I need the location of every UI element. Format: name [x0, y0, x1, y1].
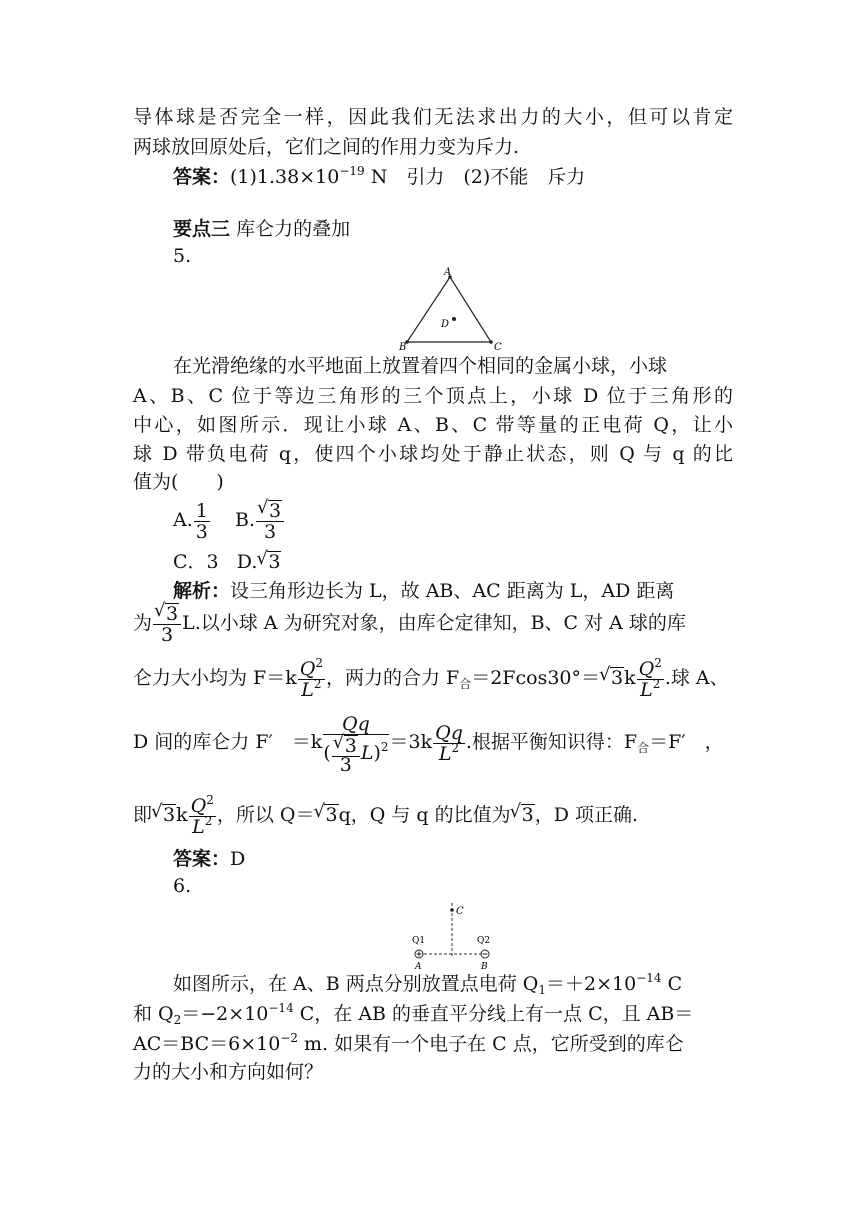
intro-line-2: 两球放回原处后，它们之间的作用力变为斥力. — [133, 136, 520, 158]
answer-4: 答案：$(1)1.38\times 10^{-19}$ N 引力 (2)不能 斥力 — [173, 164, 586, 188]
analysis-line-1: 解析：设三角形边长为 L，故 AB、AC 距离为 L，AD 距离 — [173, 580, 675, 602]
point-c — [450, 908, 454, 912]
label-b: B — [481, 962, 488, 972]
label-c: C — [494, 342, 502, 353]
label-q2: Q2 — [477, 936, 491, 946]
q5-text-5: 值为( ) — [133, 471, 224, 493]
q5-text-1: 在光滑绝缘的水平地面上放置着四个相同的金属小球，小球 — [173, 355, 668, 377]
analysis-line-5: 即√ 3k $\frac{Q^2}{L^2}$ ，所以 Q＝√ 3q，Q 与 q 的比值为√ 3，D 项正确. — [133, 795, 733, 837]
label-q1: Q1 — [412, 936, 426, 946]
triangle-shape — [407, 277, 491, 342]
point-c — [489, 340, 493, 344]
q5-text-3: 中心，如图所示．现让小球 A、B、C 带等量的正电荷 Q，让小 — [133, 414, 733, 436]
section-heading: 要点三 库仑力的叠加 — [173, 218, 351, 240]
q6-charges-figure — [405, 895, 505, 975]
q6-number: 6. — [173, 875, 192, 897]
q5-triangle-figure — [390, 265, 510, 355]
option-d: D.√ 3 — [237, 551, 282, 573]
q5-text-2: A、B、C 位于等边三角形的三个顶点上，小球 D 位于三角形的 — [133, 385, 733, 407]
option-c: C．3 — [173, 551, 219, 573]
q5-options-ab — [173, 500, 773, 542]
q6-text-3: $AC=BC=6\times 10^{-2}$ m. 如果有一个电子在 C 点，它所受到的库仑 — [133, 1031, 684, 1055]
q6-text-1: 如图所示，在 A、B 两点分别放置点电荷 $Q_1=+2\times 10^{-14}$ C — [173, 971, 683, 997]
label-c: C — [456, 906, 464, 917]
option-b: B. √ $\frac{3}{3}$ — [235, 509, 285, 531]
analysis-line-2: 为 √ $\frac{3}{3}$ L.以小球 A 为研究对象，由库仑定律知，B、C 对 A 球的库 — [133, 603, 733, 645]
intro-line-1: 导体球是否完全一样，因此我们无法求出力的大小，但可以肯定 — [133, 106, 733, 128]
label-a: A — [415, 962, 422, 972]
label-d: D — [441, 319, 450, 330]
analysis-line-4: D 间的库仑力 F′ ＝k Qq ( √ $\frac{3}{3}$ L)$^2$ ＝3k $\frac{Qq}{L^2}$ .根据平衡知识得：$F_合=F'$ ， — [133, 712, 733, 773]
answer-5: 答案：D — [173, 848, 246, 870]
option-a: A. $\frac{1}{3}$ — [173, 499, 208, 543]
label-b: B — [399, 342, 407, 353]
q5-options-cd — [173, 548, 773, 576]
point-d — [452, 317, 456, 321]
q5-number: 5. — [173, 245, 192, 267]
analysis-line-3: 仑力大小均为 F＝k $\frac{Q^2}{L^2}$ ，两力的合力 $F_合=2Fcos30^\circ=√$ 3k $\frac{Q^2}{L^2}$ .球 A、 — [133, 658, 733, 700]
label-a: A — [444, 267, 452, 278]
q5-text-4: 球 D 带负电荷 q，使四个小球均处于静止状态，则 Q 与 q 的比 — [133, 443, 733, 465]
q6-text-2: 和 $Q_2=-2\times 10^{-14}$ C，在 AB 的垂直平分线上有一点 C，且 AB＝ — [133, 1001, 694, 1027]
q6-text-4: 力的大小和方向如何？ — [133, 1061, 324, 1083]
